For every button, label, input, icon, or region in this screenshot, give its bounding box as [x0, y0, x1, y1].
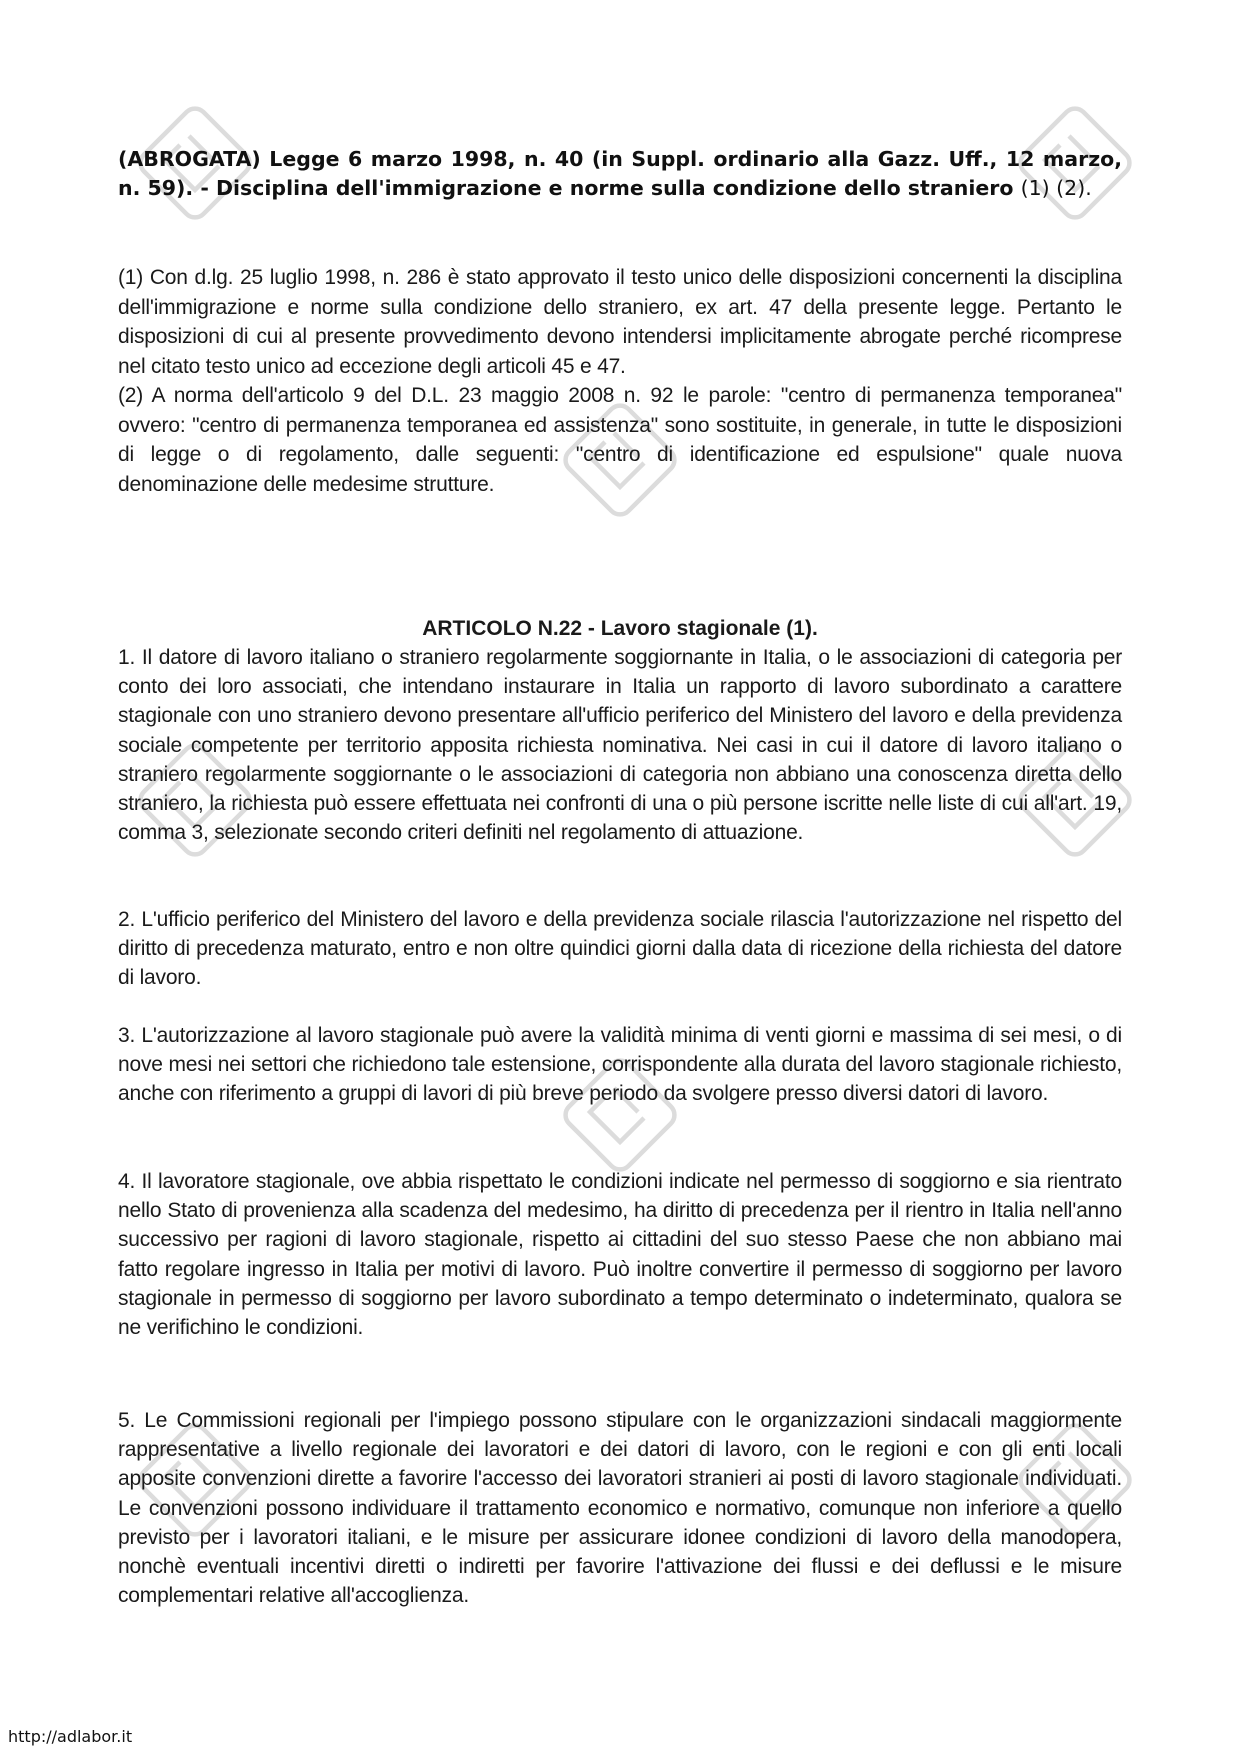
article-paragraph-3: 3. L'autorizzazione al lavoro stagionale può avere la validità minima di venti giorni e massima di sei mesi, o di nove mesi nei settori che richiedono tale estensione, corrispondente alla durata del lavoro stagionale richiesto, anche con riferimento a gruppi di lavori di più breve periodo da svolgere presso diversi datori di lavoro.	[118, 1024, 1122, 1106]
article-paragraph-1: 1. Il datore di lavoro italiano o straniero regolarmente soggiornante in Italia, o le associazioni di categoria per conto dei loro associati, che intendano instaurare in Italia un rapporto di lavoro subordinato a carattere stagionale con uno straniero devono presentare all'ufficio periferico del Ministero del lavoro e della previdenza sociale competente per territorio apposita richiesta nominativa. Nei casi in cui il datore di lavoro italiano o straniero regolarmente soggiornante o le associazioni di categoria non abbiano una conoscenza diretta dello straniero, la richiesta può essere effettuata nei confronti di una o più persone iscritte nelle liste di cui all'art. 19, comma 3, selezionate secondo criteri definiti nel regolamento di attuazione.	[118, 646, 1122, 845]
footer-source-link[interactable]: http://adlabor.it	[8, 1727, 133, 1746]
article-heading: ARTICOLO N.22 - Lavoro stagionale (1).	[422, 617, 818, 640]
footnote-2: (2) A norma dell'articolo 9 del D.L. 23 maggio 2008 n. 92 le parole: "centro di permanenza temporanea" ovvero: "centro di permanenza temporanea ed assistenza" sono sostituite, in generale, in tutte le disposizioni di legge o di regolamento, dalle seguenti: "centro di identificazione ed espulsione" quale nuova denominazione delle medesime strutture.	[118, 384, 1122, 496]
article-paragraph-5: 5. Le Commissioni regionali per l'impiego possono stipulare con le organizzazioni sindacali maggiormente rappresentative a livello regionale dei lavoratori e dei datori di lavoro, con le regioni e con gli enti locali apposite convenzioni dirette a favorire l'accesso dei lavoratori stranieri ai posti di lavoro stagionale individuati. Le convenzioni possono individuare il trattamento economico e normativo, comunque non inferiore a quello previsto per i lavoratori italiani, e le misure per assicurare idonee condizioni di lavoro della manodopera, nonchè eventuali incentivi diretti o indiretti per favorire l'attivazione dei flussi e dei deflussi e le misure complementari relative all'accoglienza.	[118, 1409, 1122, 1608]
law-title-footnote-refs: (1) (2).	[1020, 176, 1092, 200]
footnotes	[118, 263, 1122, 499]
article-paragraph-4: 4. Il lavoratore stagionale, ove abbia rispettato le condizioni indicate nel permesso di soggiorno e sia rientrato nello Stato di provenienza alla scadenza del medesimo, ha diritto di precedenza per il rientro in Italia nell'anno successivo per ragioni di lavoro stagionale, rispetto ai cittadini del suo stesso Paese che non abbiano mai fatto regolare ingresso in Italia per motivi di lavoro. Può inoltre convertire il permesso di soggiorno per lavoro stagionale in permesso di soggiorno per lavoro subordinato a tempo determinato o indeterminato, qualora se ne verifichino le condizioni.	[118, 1170, 1122, 1340]
article-paragraph-2: 2. L'ufficio periferico del Ministero del lavoro e della previdenza sociale rilascia l'autorizzazione nel rispetto del diritto di precedenza maturato, entro e non oltre quindici giorni dalla data di ricezione della richiesta del datore di lavoro.	[118, 908, 1122, 990]
law-title-text: (ABROGATA) Legge 6 marzo 1998, n. 40 (in Suppl. ordinario alla Gazz. Uff., 12 marzo, n. 59). - Disciplina dell'immigrazione e norme sulla condizione dello straniero	[118, 147, 1122, 200]
law-title	[118, 145, 1122, 203]
footnote-1: (1) Con d.lg. 25 luglio 1998, n. 286 è stato approvato il testo unico delle disposizioni concernenti la disciplina dell'immigrazione e norme sulla condizione dello straniero, ex art. 47 della presente legge. Pertanto le disposizioni di cui al presente provvedimento devono intendersi implicitamente abrogate perché ricomprese nel citato testo unico ad eccezione degli articoli 45 e 47.	[118, 266, 1122, 378]
